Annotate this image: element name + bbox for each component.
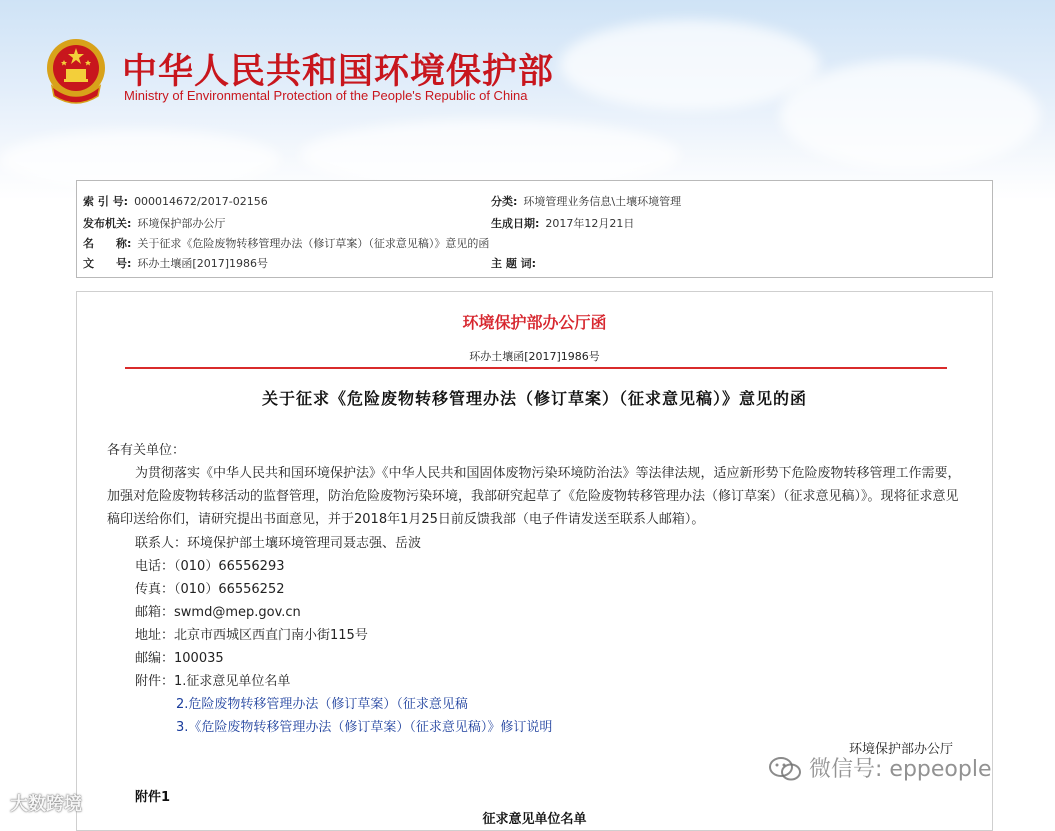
meta-docno-label: 文 号: [83,257,132,270]
meta-date-label: 生成日期: [491,217,540,230]
attachment-1: 1.征求意见单位名单 [174,674,291,689]
salutation: 各有关单位： [107,443,186,458]
meta-name-label: 名 称: [83,237,132,250]
meta-keywords-label: 主 题 词: [491,257,537,270]
wechat-watermark-text: 微信号: eppeople [809,757,992,782]
meta-category-label: 分类: [491,195,518,208]
document-title: 关于征求《危险废物转移管理办法（修订草案）（征求意见稿）》意见的函 [261,389,807,408]
meta-name-value: 关于征求《危险废物转移管理办法（修订草案）（征求意见稿）》意见的函 [137,237,490,250]
meta-issuer-label: 发布机关: [83,217,132,230]
site-title-cn[interactable]: 中华人民共和国环境保护部 [122,52,555,92]
signature-organization: 环境保护部办公厅 [849,742,954,757]
meta-date-value: 2017年12月21日 [545,217,635,230]
document-body [76,291,993,831]
letter-body [107,439,967,531]
national-emblem-icon [44,36,108,108]
document-number: 环办土壤函[2017]1986号 [469,350,600,363]
meta-issuer [83,215,225,231]
site-title-en: Ministry of Environmental Protection of the People's Republic of China [124,88,528,103]
attachment-link-2[interactable]: 2.危险废物转移管理办法（修订草案）（征求意见稿 [176,697,468,712]
meta-name [83,235,489,251]
meta-keywords [491,255,542,271]
attachment-label: 附件： [135,674,175,689]
wechat-watermark [768,752,991,783]
meta-index-value: 000014672/2017-02156 [134,195,268,208]
annex-title: 征求意见单位名单 [482,812,587,827]
postcode-line: 邮编：100035 [135,651,224,666]
meta-docno-value: 环办土壤函[2017]1986号 [137,257,268,270]
main-paragraph: 为贯彻落实《中华人民共和国环境保护法》《中华人民共和国固体废物污染环境防治法》等法律法规，适应新形势下危险废物转移管理工作需要，加强对危险废物转移活动的监督管理，防治危险废物污染环境，我部研究起草了《危险废物转移管理办法（修订草案）（征求意见稿）》。现将征求意见稿印送给你们，请研究提出书面意见，并于2018年1月25日前反馈我部（电子件请发送至联系人邮箱）。 [107,466,961,527]
wechat-icon [768,756,802,782]
phone-line: 电话：（010）66556293 [135,559,285,574]
email-line: 邮箱：swmd@mep.gov.cn [135,605,301,620]
document-metadata-panel [76,180,993,278]
source-watermark [10,790,82,816]
address-line: 地址：北京市西城区西直门南小街115号 [135,628,368,643]
meta-category-value: 环境管理业务信息\土壤环境管理 [523,195,682,208]
annex-label: 附件1 [135,790,171,805]
source-watermark-text: 大数跨境 [10,794,82,815]
meta-issuer-value: 环境保护部办公厅 [137,217,226,230]
document-header: 环境保护部办公厅函 [462,313,607,332]
attachment-link-3[interactable]: 3.《危险废物转移管理办法（修订草案）（征求意见稿）》修订说明 [176,720,553,735]
meta-index [83,193,268,209]
meta-index-label: 索 引 号: [83,195,129,208]
fax-line: 传真：（010）66556252 [135,582,285,597]
red-rule-divider [125,367,947,369]
meta-date [491,215,634,231]
contact-line: 联系人：环境保护部土壤环境管理司聂志强、岳波 [135,536,422,551]
meta-docno [83,255,268,271]
meta-category [491,193,681,209]
attachment-list [135,670,290,689]
